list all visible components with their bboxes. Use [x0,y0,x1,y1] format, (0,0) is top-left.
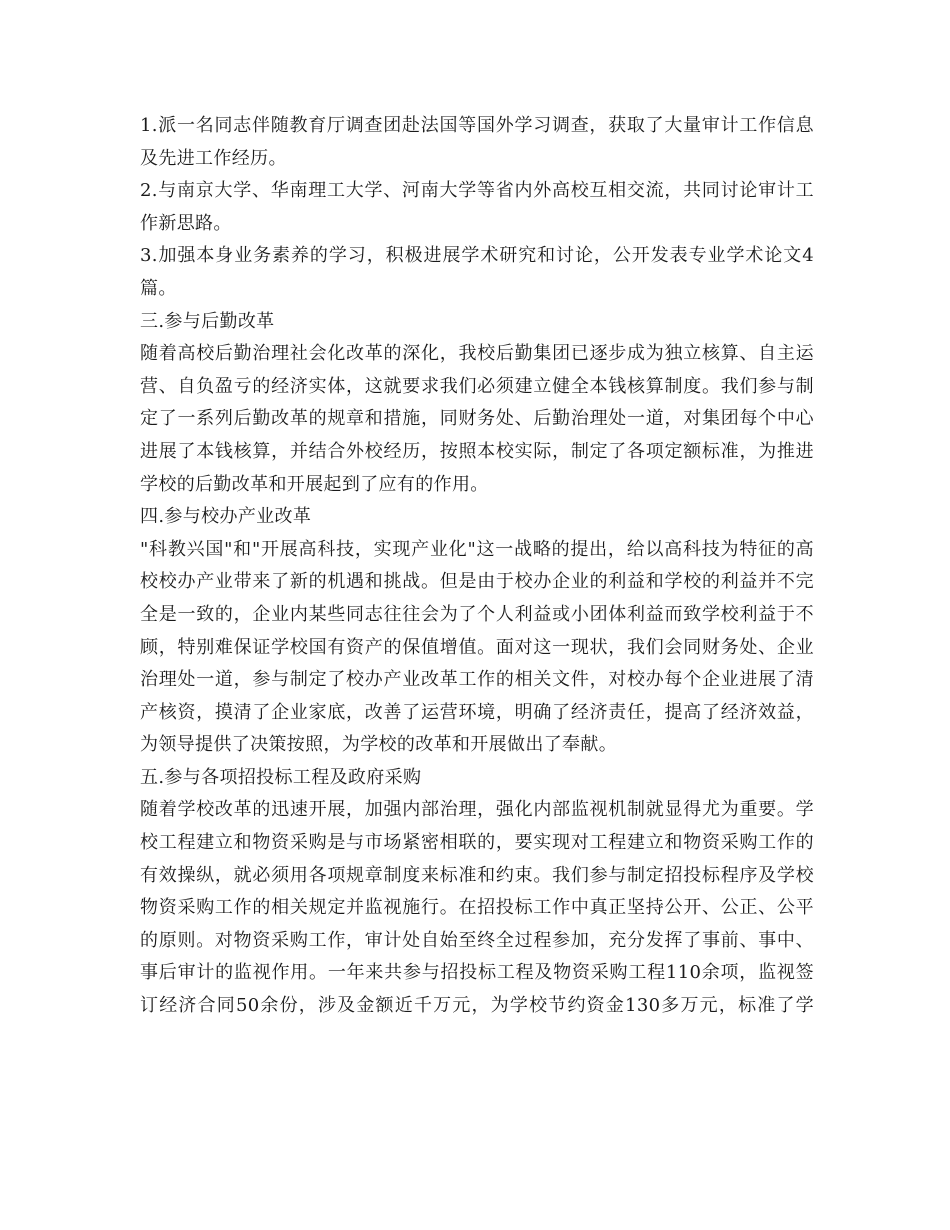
text-line: 三.参与后勤改革 [140,310,275,332]
text-line: 随着学校改革的迅速开展，加强内部治理，强化内部监视机制就显得尤为重要。学 [140,799,814,821]
text-line: 3.加强本身业务素养的学习，积极进展学术研究和讨论，公开发表专业学术论文4 [140,245,814,267]
text-line: 学校的后勤改革和开展起到了应有的作用。 [140,473,489,495]
text-line: 作新思路。 [140,212,232,234]
text-line: 顾，特别难保证学校国有资产的保值增值。面对这一现状，我们会同财务处、企业 [140,636,814,658]
text-line: 为领导提供了决策按照，为学校的改革和开展做出了奉献。 [140,734,618,756]
text-line: 及先进工作经历。 [140,147,287,169]
text-line: 篇。 [140,277,177,299]
text-line: 进展了本钱核算，并结合外校经历，按照本校实际，制定了各项定额标准，为推进 [140,440,814,462]
text-line: 的原则。对物资采购工作，审计处自始至终全过程参加，充分发挥了事前、事中、 [140,929,814,951]
text-line: 四.参与校办产业改革 [140,506,312,528]
text-line: 全是一致的，企业内某些同志往往会为了个人利益或小团体利益而致学校利益于不 [140,603,814,625]
text-line: 营、自负盈亏的经济实体，这就要求我们必须建立健全本钱核算制度。我们参与制 [140,375,814,397]
text-line: 有效操纵，就必须用各项规章制度来标准和约束。我们参与制定招投标程序及学校 [140,864,814,886]
text-line: 2.与南京大学、华南理工大学、河南大学等省内外高校互相交流，共同讨论审计工 [140,180,814,202]
text-line: 定了一系列后勤改革的规章和措施，同财务处、后勤治理处一道，对集团每个中心 [140,408,814,430]
text-line: "科教兴国"和"开展高科技，实现产业化"这一战略的提出，给以高科技为特征的高 [140,538,814,560]
text-line: 事后审计的监视作用。一年来共参与招投标工程及物资采购工程110余项，监视签 [140,962,814,984]
text-line: 产核资，摸清了企业家底，改善了运营环境，明确了经济责任，提高了经济效益， [140,701,814,723]
text-line: 校工程建立和物资采购是与市场紧密相联的，要实现对工程建立和物资采购工作的 [140,832,814,854]
text-line: 校校办产业带来了新的机遇和挑战。但是由于校办企业的利益和学校的利益并不完 [140,571,814,593]
document-body [140,110,814,1023]
text-line: 订经济合同50余份，涉及金额近千万元，为学校节约资金130多万元，标准了学 [140,995,814,1017]
text-line: 物资采购工作的相关规定并监视施行。在招投标工作中真正坚持公开、公正、公平 [140,897,814,919]
text-line: 1.派一名同志伴随教育厅调查团赴法国等国外学习调查，获取了大量审计工作信息 [140,115,814,136]
text-line: 随着高校后勤治理社会化改革的深化，我校后勤集团已逐步成为独立核算、自主运 [140,343,814,365]
text-line: 治理处一道，参与制定了校办产业改革工作的相关文件，对校办每个企业进展了清 [140,669,814,691]
text-line: 五.参与各项招投标工程及政府采购 [140,766,422,788]
